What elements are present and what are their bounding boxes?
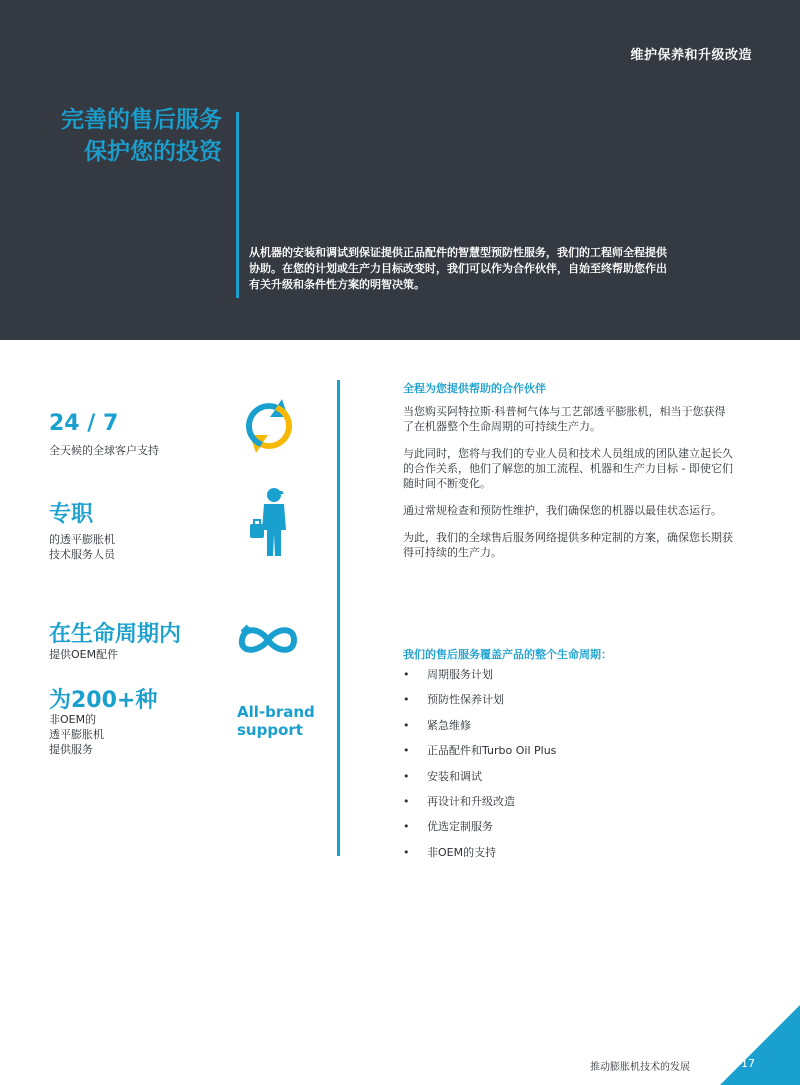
list-item: • 非OEM的支持 — [403, 840, 733, 865]
list-item: • 优选定制服务 — [403, 814, 733, 839]
partner-paragraph-3: 通过常规检查和预防性维护，我们确保您的机器以最佳状态运行。 — [403, 504, 722, 517]
hero-divider — [236, 112, 239, 298]
stat-brands-value: 为200+种 — [49, 688, 158, 713]
stat-staff-label-line-2: 技术服务人员 — [49, 548, 115, 561]
footer-text: 推动膨胀机技术的发展 — [590, 1062, 690, 1073]
lifecycle-heading: 我们的售后服务覆盖产品的整个生命周期： — [403, 648, 612, 661]
stat-lifecycle-label: 提供OEM配件 — [49, 648, 119, 661]
intro-line-2: 协助。在您的计划或生产力目标改变时，我们可以作为合作伙伴，自始至终帮助您作出 — [249, 262, 667, 275]
stat-brands-label-line-3: 提供服务 — [49, 743, 93, 756]
intro-paragraph — [249, 245, 719, 293]
page-title — [61, 104, 222, 168]
list-item: • 安装和调试 — [403, 764, 733, 789]
intro-line-3: 有关升级和条件性方案的明智决策。 — [249, 278, 425, 291]
stat-staff-value: 专职 — [49, 502, 94, 527]
list-item: • 预防性保养计划 — [403, 687, 733, 712]
stat-brands-label — [49, 712, 104, 757]
page-corner-triangle — [720, 1005, 800, 1085]
title-line-1: 完善的售后服务 — [61, 107, 222, 133]
partner-paragraph-2: 与此同时，您将与我们的专业人员和技术人员组成的团队建立起长久的合作关系，他们了解您的加工流程、机器和生产力目标 - 即使它们随时间不断变化。 — [403, 447, 733, 490]
stat-lifecycle-value: 在生命周期内 — [49, 622, 182, 647]
list-item: • 再设计和升级改造 — [403, 789, 733, 814]
cycle-arrows-icon — [238, 397, 300, 455]
stat-support-label: 全天候的全球客户支持 — [49, 444, 159, 457]
service-technician-icon — [248, 486, 292, 558]
intro-line-1: 从机器的安装和调试到保证提供正品配件的智慧型预防性服务，我们的工程师全程提供 — [249, 246, 667, 259]
stat-brands-label-line-1: 非OEM的 — [49, 713, 97, 726]
column-divider — [337, 380, 340, 856]
list-item: • 紧急维修 — [403, 713, 733, 738]
partner-paragraph-1: 当您购买阿特拉斯·科普柯气体与工艺部透平膨胀机，相当于您获得了在机器整个生命周期的可持续生产力。 — [403, 405, 726, 433]
badge-line-1: All-brand — [237, 703, 315, 721]
lifecycle-service-list — [403, 662, 733, 865]
partner-paragraph-4: 为此，我们的全球售后服务网络提供多种定制的方案，确保您长期获得可持续的生产力。 — [403, 531, 733, 559]
stat-staff-label — [49, 532, 115, 562]
title-line-2: 保护您的投资 — [84, 139, 222, 165]
all-brand-support-badge — [237, 703, 315, 739]
partner-heading: 全程为您提供帮助的合作伙伴 — [403, 382, 546, 395]
page-number: 17 — [741, 1057, 755, 1070]
stat-staff-label-line-1: 的透平膨胀机 — [49, 533, 115, 546]
list-item: • 周期服务计划 — [403, 662, 733, 687]
infinity-icon — [236, 622, 300, 658]
section-label: 维护保养和升级改造 — [630, 48, 752, 63]
stat-support-value: 24 / 7 — [49, 411, 119, 436]
partner-section — [403, 380, 733, 572]
stat-brands-label-line-2: 透平膨胀机 — [49, 728, 104, 741]
badge-line-2: support — [237, 721, 303, 739]
list-item: • 正品配件和Turbo Oil Plus — [403, 738, 733, 763]
